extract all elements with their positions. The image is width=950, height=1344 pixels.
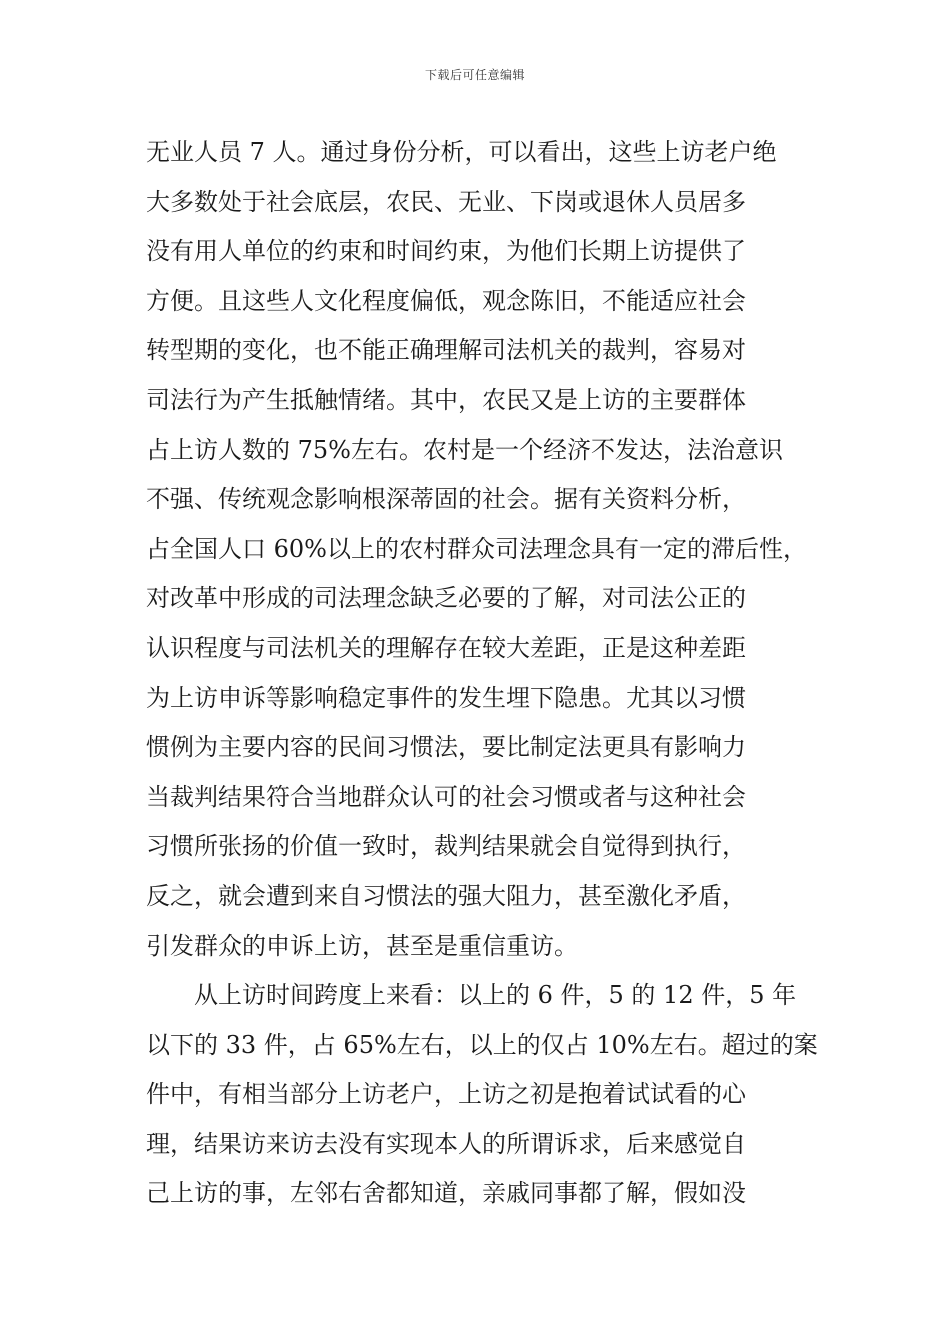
text-line: 为上访申诉等影响稳定事件的发生埋下隐患。尤其以习惯 bbox=[146, 683, 746, 712]
text-line: 没有用人单位的约束和时间约束，为他们长期上访提供了 bbox=[146, 237, 746, 266]
text-line: 当裁判结果符合当地群众认可的社会习惯或者与这种社会 bbox=[146, 782, 746, 811]
document-body bbox=[146, 128, 846, 1219]
text-line: 对改革中形成的司法理念缺乏必要的了解，对司法公正的 bbox=[146, 584, 746, 613]
text-line: 件中，有相当部分上访老户，上访之初是抱着试试看的心 bbox=[146, 1080, 746, 1109]
text-line: 无业人员 7 人。通过身份分析，可以看出，这些上访老户绝 bbox=[146, 138, 777, 166]
paragraph bbox=[146, 971, 846, 1219]
paragraph bbox=[146, 128, 846, 971]
text-line: 认识程度与司法机关的理解存在较大差距，正是这种差距 bbox=[146, 633, 746, 662]
text-line: 转型期的变化，也不能正确理解司法机关的裁判，容易对 bbox=[146, 336, 746, 365]
text-line: 引发群众的申诉上访，甚至是重信重访。 bbox=[146, 931, 578, 960]
text-line: 理，结果访来访去没有实现本人的所谓诉求，后来感觉自 bbox=[146, 1129, 746, 1158]
text-line: 以下的 33 件，占 65%左右，以上的仅占 10%左右。超过的案 bbox=[146, 1030, 818, 1059]
text-line: 大多数处于社会底层，农民、无业、下岗或退休人员居多 bbox=[146, 187, 746, 216]
text-line: 从上访时间跨度上来看：以上的 6 件，5 的 12 件，5 年 bbox=[194, 981, 797, 1010]
text-line: 反之，就会遭到来自习惯法的强大阻力，甚至激化矛盾， bbox=[146, 881, 746, 910]
text-line: 占全国人口 60%以上的农村群众司法理念具有一定的滞后性， bbox=[146, 534, 807, 563]
text-line: 己上访的事，左邻右舍都知道，亲戚同事都了解，假如没 bbox=[146, 1179, 746, 1208]
text-line: 惯例为主要内容的民间习惯法，要比制定法更具有影响力 bbox=[146, 733, 746, 762]
text-line: 方便。且这些人文化程度偏低，观念陈旧，不能适应社会 bbox=[146, 286, 746, 315]
text-line: 习惯所张扬的价值一致时，裁判结果就会自觉得到执行， bbox=[146, 832, 746, 861]
text-line: 不强、传统观念影响根深蒂固的社会。据有关资料分析， bbox=[146, 485, 746, 514]
text-line: 占上访人数的 75%左右。农村是一个经济不发达，法治意识 bbox=[146, 435, 783, 464]
page-header: 下载后可任意编辑 bbox=[424, 68, 525, 82]
text-line: 司法行为产生抵触情绪。其中，农民又是上访的主要群体 bbox=[146, 385, 746, 414]
